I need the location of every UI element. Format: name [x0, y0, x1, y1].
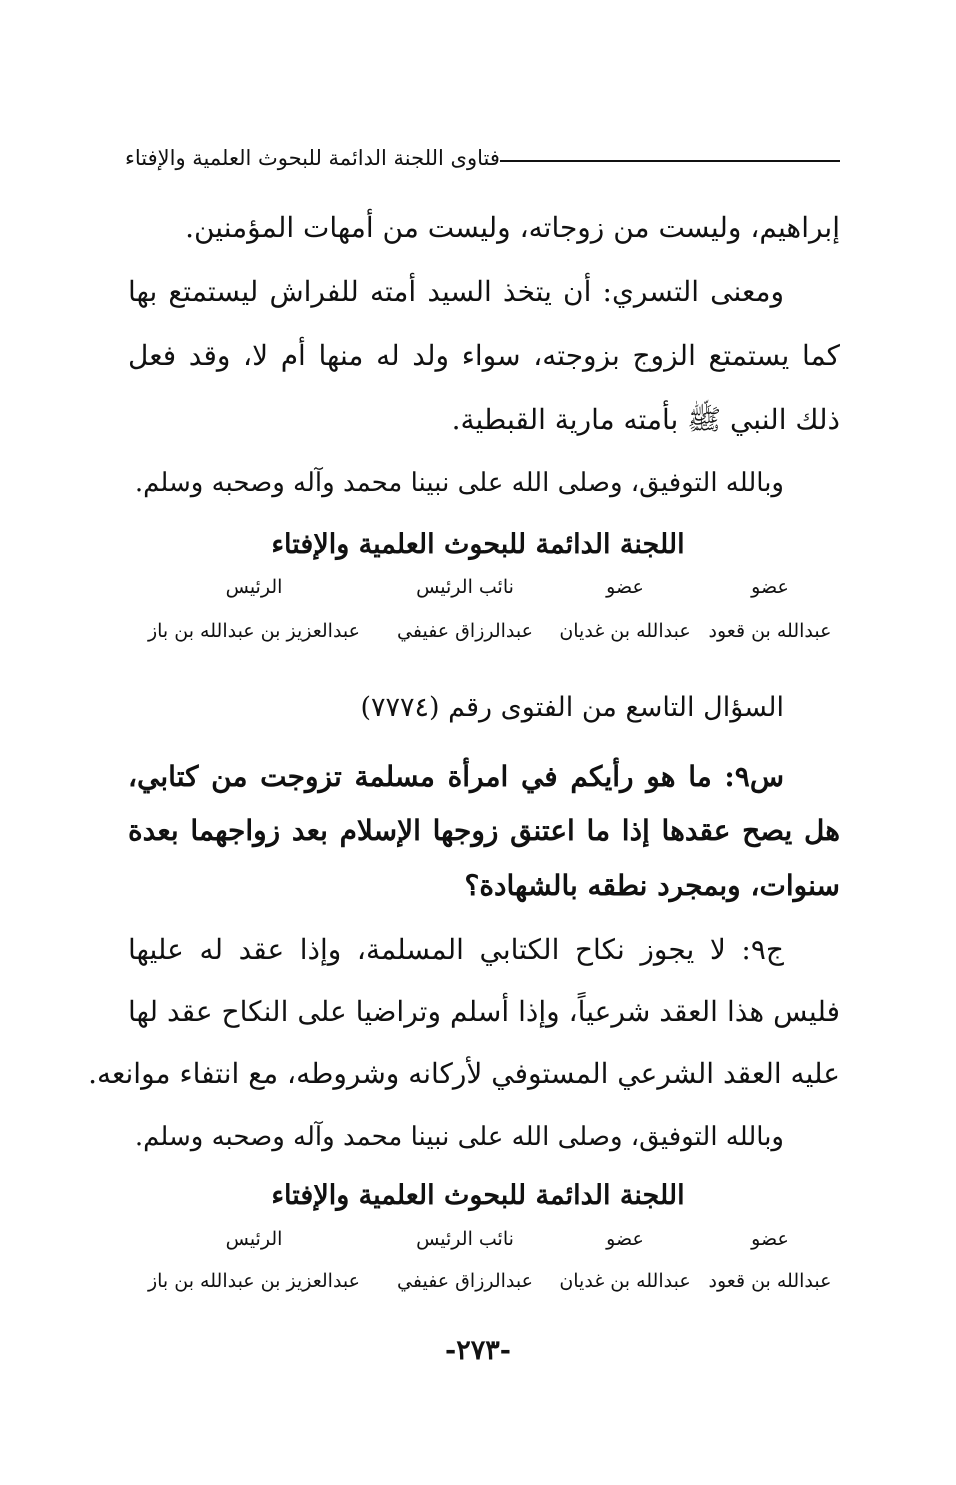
committee2-title-4: الرئيس: [225, 1228, 283, 1250]
committee1-title-4: الرئيس: [225, 576, 283, 598]
committee1-name-1: عبدالله بن قعود: [708, 620, 832, 642]
answer-line-1-text: ج٩: لا يجوز نكاح الكتابي المسلمة، وإذا عقد له عليها: [128, 933, 784, 966]
question-line-1-text: س٩: ما هو رأيكم في امرأة مسلمة تزوجت من كتابي،: [128, 760, 784, 793]
paragraph1-line-3: كما يستمتع الزوج بزوجته، سواء ولد له منها أم لا، وقد فعل: [128, 339, 840, 372]
question-line-2: هل يصح عقدها إذا ما اعتنق زوجها الإسلام بعد زواجهما بعدة: [128, 814, 840, 847]
committee2-names: [128, 1270, 840, 1292]
header-title: فتاوى اللجنة الدائمة للبحوث العلمية والإفتاء: [125, 146, 500, 170]
committee2-title-2: عضو: [606, 1228, 644, 1250]
paragraph1-line-1: إبراهيم، وليست من زوجاته، وليست من أمهات المؤمنين.: [185, 211, 840, 244]
paragraph1-line-2-text: ومعنى التسري: أن يتخذ السيد أمته للفراش ليستمتع بها: [128, 275, 784, 308]
question-heading: السؤال التاسع من الفتوى رقم (٧٧٧٤): [360, 692, 784, 723]
committee2-name-3: عبدالرزاق عفيفي: [397, 1270, 533, 1292]
committee2-title-3: نائب الرئيس: [416, 1228, 514, 1250]
committee1-name-2: عبدالله بن غديان: [559, 620, 691, 642]
committee1-names: [128, 620, 840, 642]
closing-statement-1: وبالله التوفيق، وصلى الله على نبينا محمد وآله وصحبه وسلم.: [134, 468, 784, 498]
committee2-heading: اللجنة الدائمة للبحوث العلمية والإفتاء: [271, 1180, 685, 1211]
committee2-titles: [128, 1228, 840, 1250]
paragraph1-line-4: ذلك النبي ﷺ بأمته مارية القبطية.: [451, 403, 840, 436]
committee1-name-3: عبدالرزاق عفيفي: [397, 620, 533, 642]
committee1-heading: اللجنة الدائمة للبحوث العلمية والإفتاء: [271, 529, 685, 560]
committee2-name-2: عبدالله بن غديان: [559, 1270, 691, 1292]
committee2-name-1: عبدالله بن قعود: [708, 1270, 832, 1292]
answer-line-1: [128, 930, 840, 970]
header-rule: [500, 160, 840, 162]
committee1-titles: [128, 576, 840, 598]
committee2-title-1: عضو: [751, 1228, 789, 1250]
closing-statement-2: وبالله التوفيق، وصلى الله على نبينا محمد وآله وصحبه وسلم.: [134, 1122, 784, 1152]
committee1-title-3: نائب الرئيس: [416, 576, 514, 598]
committee1-title-1: عضو: [751, 576, 789, 598]
committee1-name-4: عبدالعزيز بن عبدالله بن باز: [147, 620, 361, 642]
committee2-name-4: عبدالعزيز بن عبدالله بن باز: [147, 1270, 361, 1292]
answer-line-3: عليه العقد الشرعي المستوفي لأركانه وشروطه، مع انتفاء موانعه.: [88, 1057, 840, 1090]
paragraph1-line-2: [128, 272, 840, 312]
question-line-1: [128, 757, 840, 797]
answer-line-2: فليس هذا العقد شرعياً، وإذا أسلم وتراضيا على النكاح عقد لها: [128, 995, 840, 1028]
page-number: -٢٧٣-: [445, 1335, 511, 1366]
committee1-title-2: عضو: [606, 576, 644, 598]
running-header: [115, 138, 840, 178]
question-line-3: سنوات، وبمجرد نطقه بالشهادة؟: [464, 869, 840, 902]
